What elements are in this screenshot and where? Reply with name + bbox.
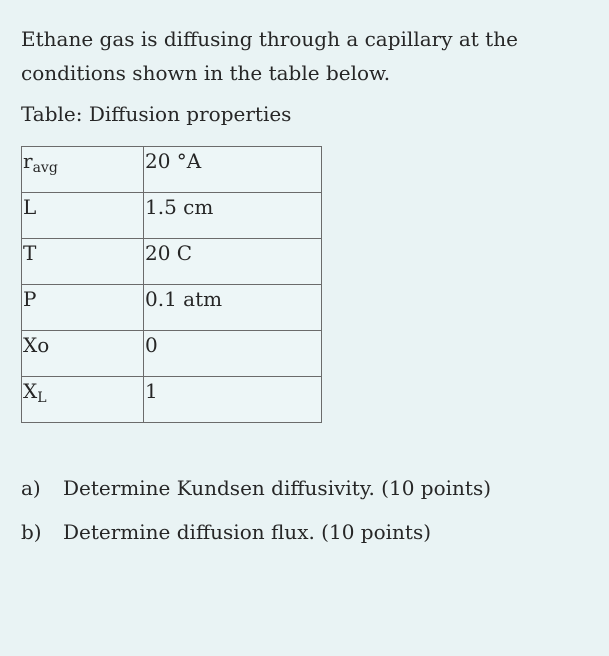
table-row (22, 285, 322, 331)
table-row (22, 147, 322, 193)
question-b (21, 520, 431, 544)
property-symbol: $X_L$ (22, 377, 144, 423)
property-symbol: Xo (22, 331, 144, 377)
question-label: b) (21, 520, 42, 544)
table-row (22, 193, 322, 239)
question-text: Determine diffusion flux. (10 points) (63, 520, 432, 544)
table-row (22, 239, 322, 285)
property-value: 20 C (144, 239, 322, 285)
property-symbol: $r_{avg}$ (22, 147, 144, 193)
table-caption: Table: Diffusion properties (21, 102, 292, 126)
table-row (22, 331, 322, 377)
property-symbol: L (22, 193, 144, 239)
property-value: 1.5 cm (144, 193, 322, 239)
diffusion-properties-table (21, 146, 322, 423)
property-symbol: P (22, 285, 144, 331)
table-row (22, 377, 322, 423)
problem-statement: Ethane gas is diffusing through a capillary at the conditions shown in the table below. (21, 27, 518, 85)
property-value: 1 (144, 377, 322, 423)
property-value: 0.1 atm (144, 285, 322, 331)
property-value: 0 (144, 331, 322, 377)
property-symbol: T (22, 239, 144, 285)
question-a (21, 476, 491, 500)
property-value: 20 °A (144, 147, 322, 193)
question-label: a) (21, 476, 41, 500)
question-text: Determine Kundsen diffusivity. (10 points) (63, 476, 492, 500)
